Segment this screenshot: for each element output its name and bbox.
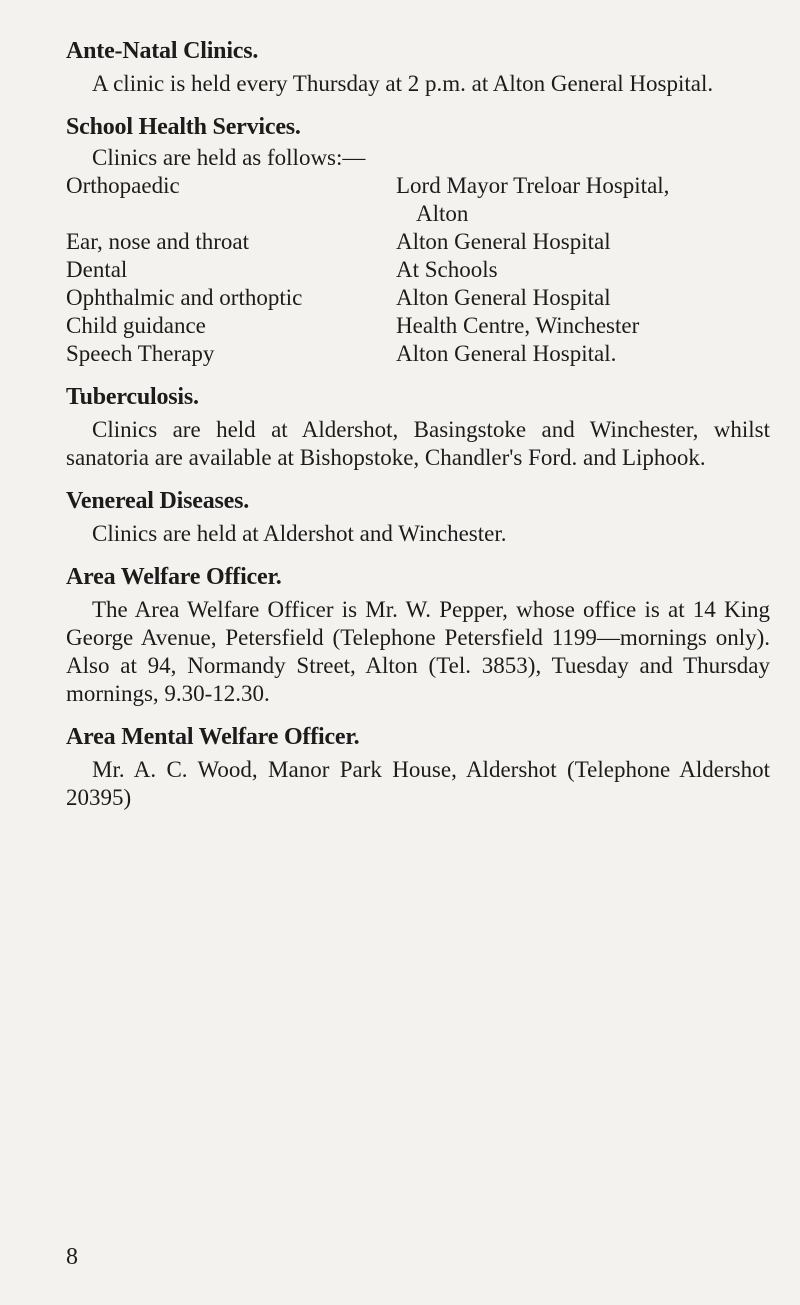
document-page (66, 36, 770, 826)
heading-area-mental-welfare-officer: Area Mental Welfare Officer. (66, 724, 360, 750)
para-area-welfare-officer: The Area Welfare Officer is Mr. W. Pepper, whose office is at 14 King George Avenue, Petersfield (Telephone Petersfield 1199—mornings only). Also at 94, Normandy Street, Alton (Tel. 3853), Tuesday and Thursday mornings, 9.30-12.30. (66, 597, 770, 706)
service-name: Dental (66, 257, 128, 282)
service-name: Ophthalmic and orthoptic (66, 285, 303, 310)
service-name: Ear, nose and throat (66, 229, 250, 254)
table-row (66, 172, 770, 228)
table-row (66, 312, 770, 340)
service-location: Alton General Hospital (396, 229, 611, 254)
heading-venereal-diseases: Venereal Diseases. (66, 488, 250, 514)
table-row (66, 256, 770, 284)
section-area-welfare-officer (66, 562, 770, 708)
section-school-health (66, 112, 770, 368)
section-area-mental-welfare-officer (66, 722, 770, 812)
service-location: Health Centre, Winchester (396, 313, 640, 338)
service-name: Child guidance (66, 313, 206, 338)
table-row (66, 340, 770, 368)
para-tuberculosis: Clinics are held at Aldershot, Basingstoke and Winchester, whilst sanatoria are available at Bishopstoke, Chandler's Ford. and Liphook. (66, 417, 770, 470)
table-row (66, 284, 770, 312)
heading-antenatal: Ante-Natal Clinics. (66, 38, 259, 64)
heading-area-welfare-officer: Area Welfare Officer. (66, 564, 282, 590)
heading-tuberculosis: Tuberculosis. (66, 384, 199, 410)
page-number: 8 (66, 1244, 78, 1270)
para-venereal-diseases: Clinics are held at Aldershot and Winchester. (92, 521, 507, 546)
school-intro: Clinics are held as follows:— (92, 145, 366, 170)
clinic-table (66, 172, 770, 368)
service-name: Orthopaedic (66, 173, 180, 198)
service-location: Alton General Hospital (396, 285, 611, 310)
location-line: Lord Mayor Treloar Hospital, (396, 173, 670, 198)
service-name: Speech Therapy (66, 341, 215, 366)
service-location (396, 172, 770, 228)
service-location: Alton General Hospital. (396, 341, 617, 366)
location-continuation: Alton (416, 201, 469, 226)
section-tuberculosis (66, 382, 770, 472)
para-area-mental-welfare-officer: Mr. A. C. Wood, Manor Park House, Aldershot (Telephone Aldershot 20395) (66, 757, 770, 810)
heading-school-health: School Health Services. (66, 114, 301, 140)
table-row (66, 228, 770, 256)
para-antenatal: A clinic is held every Thursday at 2 p.m. at Alton General Hospital. (92, 71, 714, 96)
section-venereal-diseases (66, 486, 770, 548)
section-antenatal (66, 36, 770, 98)
service-location: At Schools (396, 257, 498, 282)
